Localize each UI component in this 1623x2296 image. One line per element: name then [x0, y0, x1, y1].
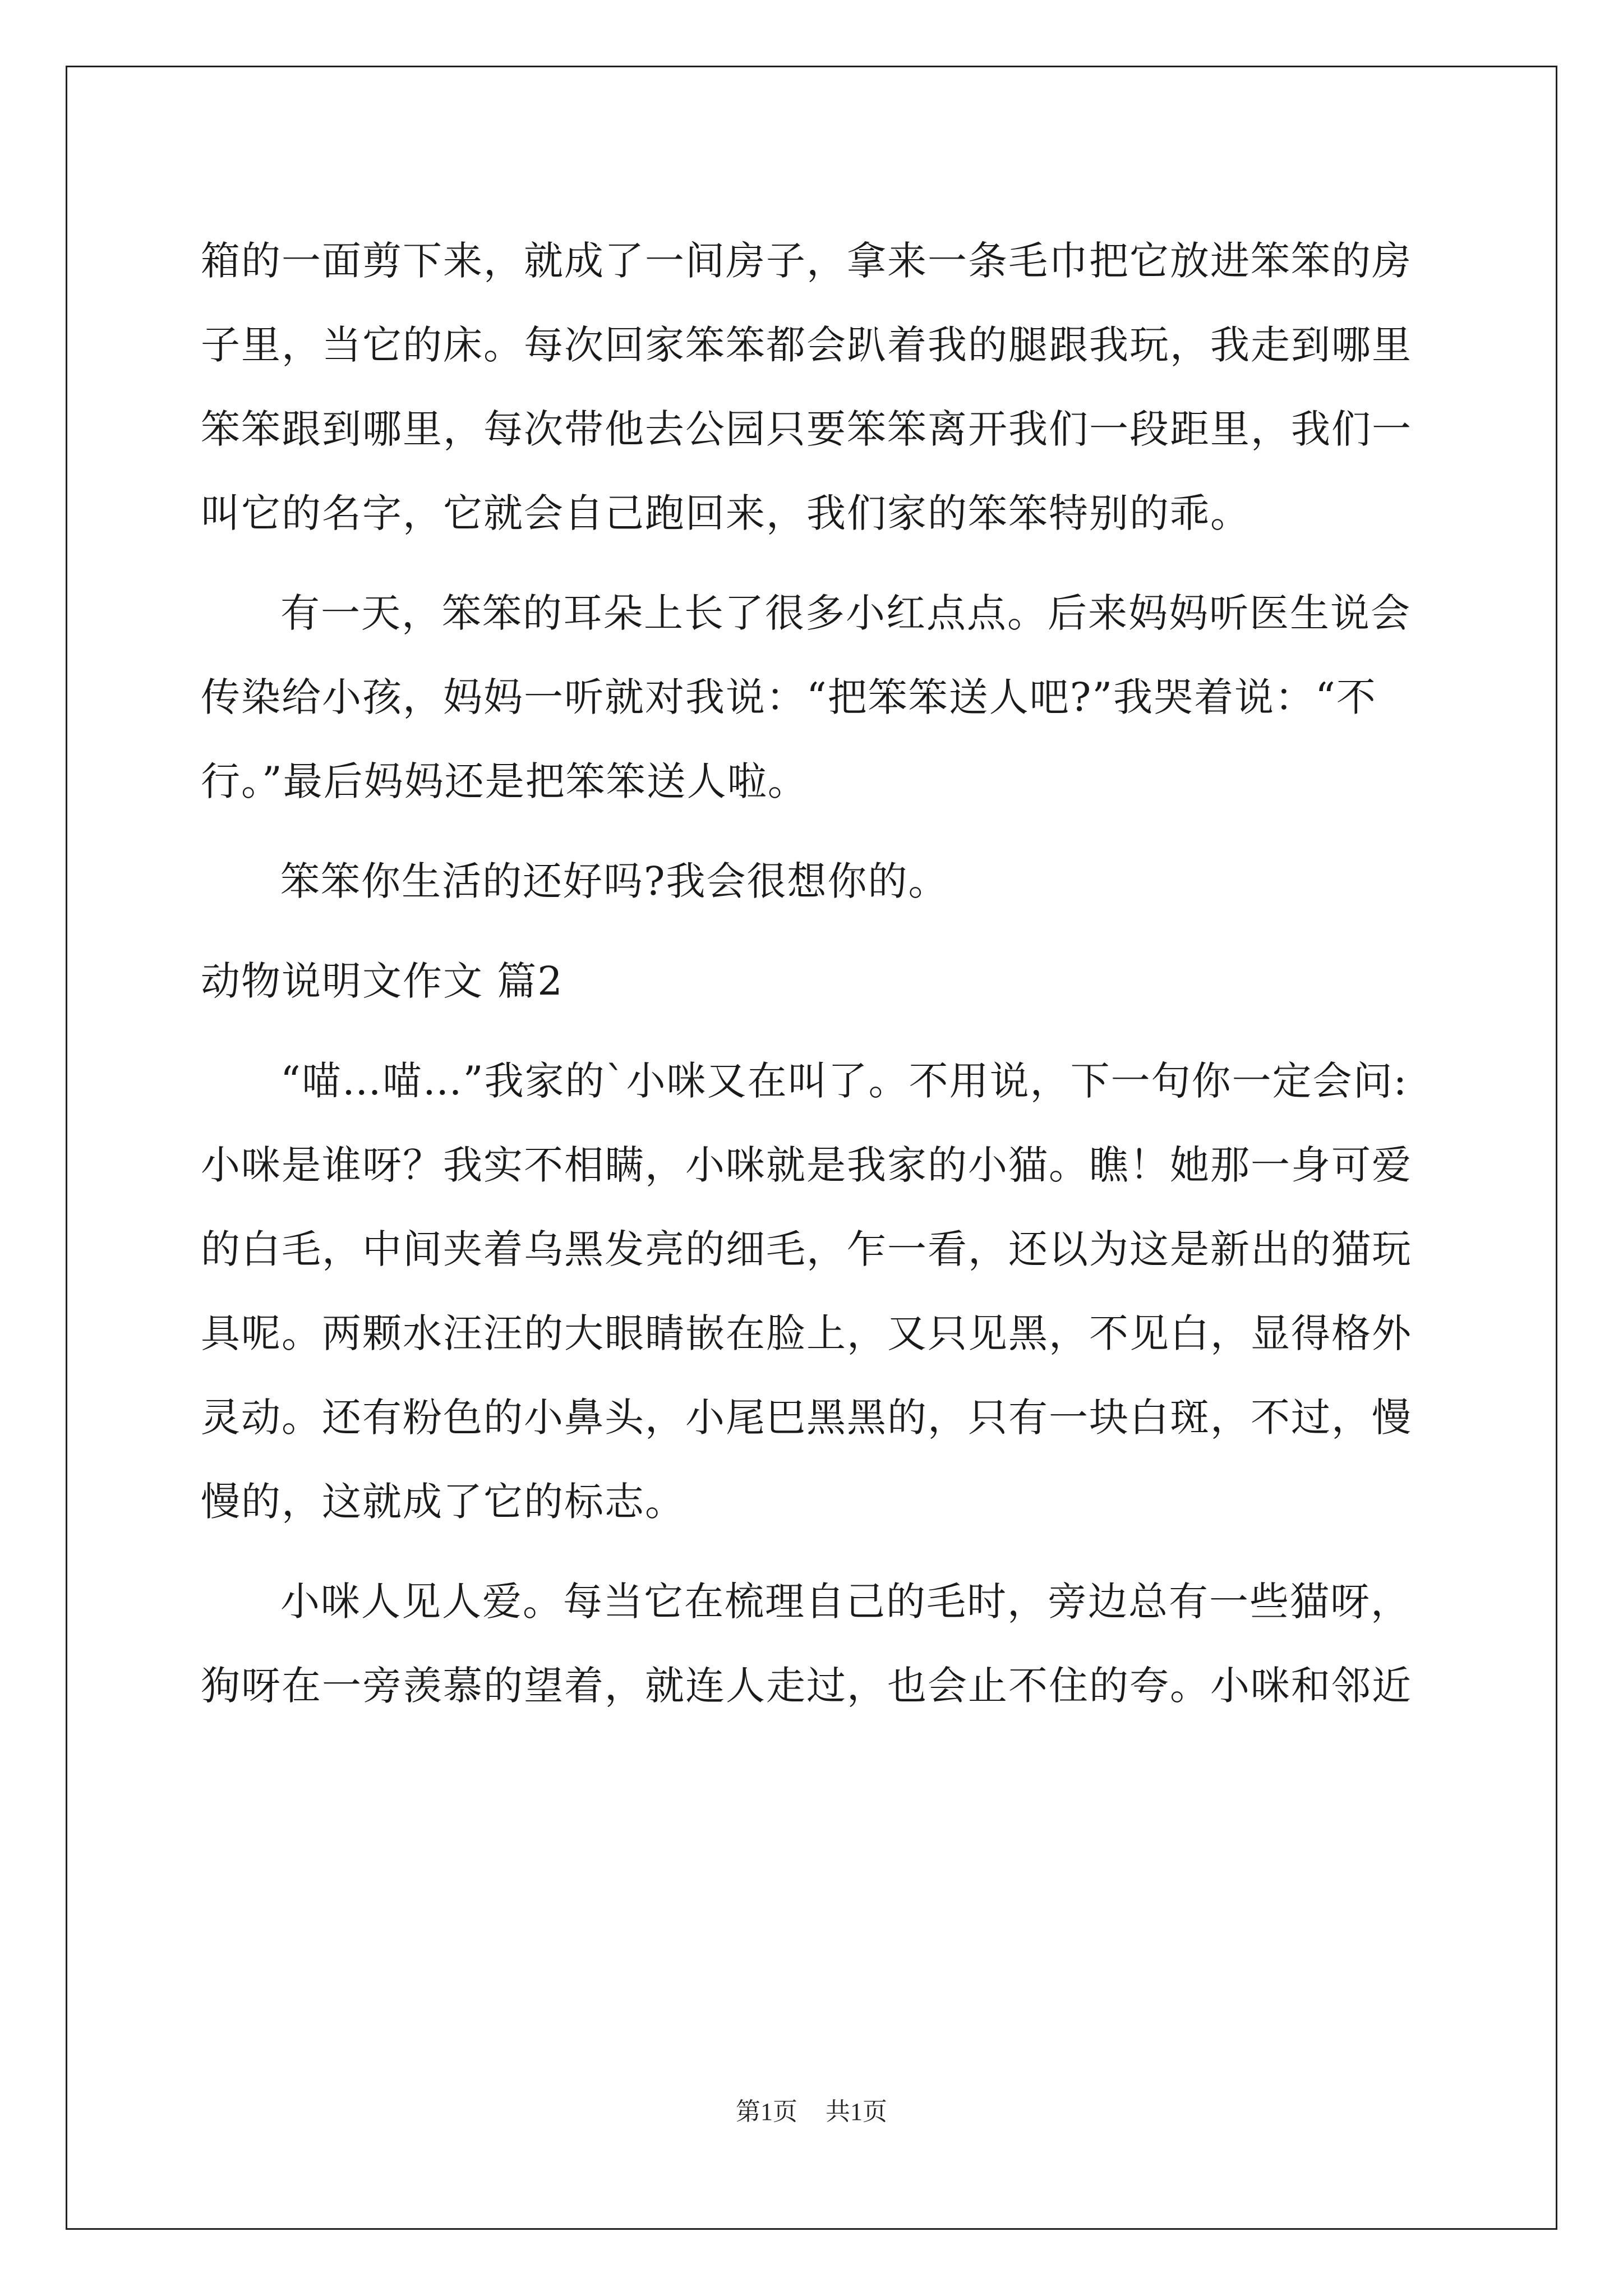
text-line: “喵…喵…”我家的`小咪又在叫了。不用说，下一句你一定会问:	[280, 1058, 1408, 1104]
text-line: 有一天，笨笨的耳朵上长了很多小红点点。后来妈妈听医生说会	[280, 590, 1411, 636]
paragraph-1	[201, 219, 1435, 555]
text-line: 慢的，这就成了它的标志。	[201, 1479, 685, 1525]
text-line: 子里，当它的床。每次回家笨笨都会趴着我的腿跟我玩，我走到哪里	[201, 322, 1412, 368]
paragraph-3	[201, 839, 1435, 923]
section-heading	[201, 939, 1435, 1023]
paragraph-6	[201, 1559, 1435, 1728]
text-line: 笨笨你生活的还好吗?我会很想你的。	[280, 858, 949, 904]
paragraph-5	[201, 1039, 1435, 1544]
text-line: 小咪是谁呀？我实不相瞒，小咪就是我家的小猫。瞧！她那一身可爱	[201, 1142, 1412, 1188]
text-line: 箱的一面剪下来，就成了一间房子，拿来一条毛巾把它放进笨笨的房	[201, 238, 1412, 284]
text-line: 传染给小孩，妈妈一听就对我说：“把笨笨送人吧?”我哭着说：“不	[201, 674, 1377, 720]
text-line: 小咪人见人爱。每当它在梳理自己的毛时，旁边总有一些猫呀，	[280, 1579, 1411, 1625]
text-line: 具呢。两颗水汪汪的大眼睛嵌在脸上，又只见黑，不见白，显得格外	[201, 1310, 1412, 1356]
text-line: 的白毛，中间夹着乌黑发亮的细毛，乍一看，还以为这是新出的猫玩	[201, 1226, 1412, 1272]
section-title: 动物说明文作文 篇2	[201, 958, 564, 1004]
page-footer	[0, 2091, 1623, 2127]
document-body	[201, 219, 1435, 1728]
text-line: 叫它的名字，它就会自己跑回来，我们家的笨笨特别的乖。	[201, 490, 1251, 536]
page-total: 共1页	[826, 2098, 887, 2125]
text-line: 行。”最后妈妈还是把笨笨送人啦。	[201, 758, 808, 804]
paragraph-2	[201, 571, 1435, 823]
page-number: 第1页	[736, 2098, 797, 2125]
text-line: 笨笨跟到哪里，每次带他去公园只要笨笨离开我们一段距里，我们一	[201, 406, 1412, 452]
text-line: 灵动。还有粉色的小鼻头，小尾巴黑黑的，只有一块白斑，不过，慢	[201, 1395, 1412, 1441]
text-line: 狗呀在一旁羡慕的望着，就连人走过，也会止不住的夸。小咪和邻近	[201, 1663, 1412, 1709]
